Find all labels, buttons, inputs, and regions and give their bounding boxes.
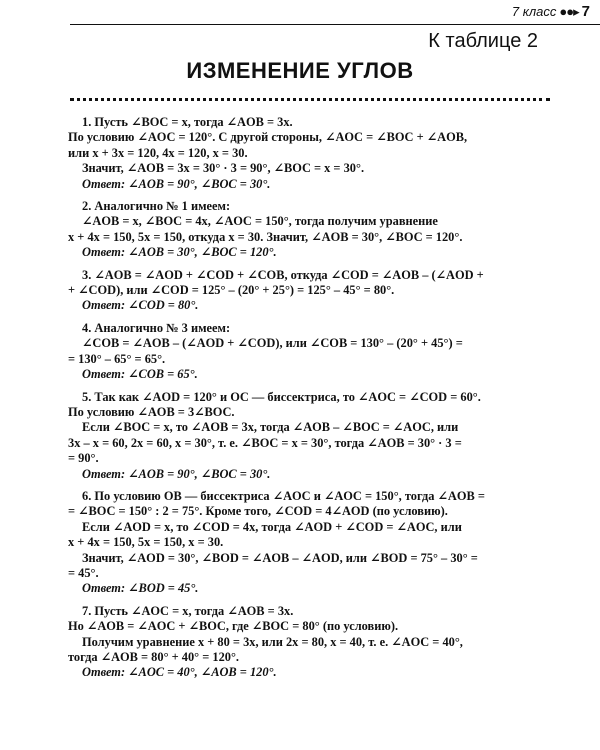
answer-line: Ответ: ∠AOB = 90°, ∠BOC = 30°.: [82, 176, 271, 191]
text-line: По условию ∠AOC = 120°. С другой стороны, ∠AOC = ∠BOC + ∠AOB,: [68, 130, 468, 145]
answer-line: Ответ: ∠AOB = 30°, ∠BOC = 120°.: [82, 245, 277, 260]
answer-line: Ответ: ∠BOD = 45°.: [82, 581, 199, 596]
problem-3: [68, 268, 552, 314]
header-dots-icon: ●●▸: [559, 4, 579, 19]
text-line: = 90°.: [68, 451, 99, 466]
text-line: 2. Аналогично № 1 имеем:: [82, 199, 231, 214]
header-text: [512, 3, 590, 20]
answer-line: Ответ: ∠COD = 80°.: [82, 298, 199, 313]
table-reference: К таблице 2: [428, 30, 538, 52]
text-line: = 130° – 65° = 65°.: [68, 351, 166, 366]
problem-6: [68, 489, 552, 597]
problem-2: [68, 199, 552, 261]
answer-line: Ответ: ∠AOB = 90°, ∠BOC = 30°.: [82, 466, 271, 481]
text-line: Значит, ∠AOB = 3x = 30° · 3 = 90°, ∠BOC = x = 30°.: [82, 161, 365, 176]
problem-5: [68, 390, 552, 482]
text-line: 5. Так как ∠AOD = 120° и OC — биссектриса, то ∠AOC = ∠COD = 60°.: [82, 389, 481, 404]
text-line: + ∠COD), или ∠COD = 125° – (20° + 25°) = 125° – 45° = 80°.: [68, 283, 395, 298]
text-line: Значит, ∠AOD = 30°, ∠BOD = ∠AOB – ∠AOD, или ∠BOD = 75° – 30° =: [82, 550, 478, 565]
problem-1: [68, 115, 552, 192]
answer-line: Ответ: ∠COB = 65°.: [82, 367, 198, 382]
text-line: 3x – x = 60, 2x = 60, x = 30°, т. е. ∠BOC = x = 30°, тогда ∠AOB = 30° · 3 =: [68, 435, 462, 450]
text-line: ∠COB = ∠AOB – (∠AOD + ∠COD), или ∠COB = 130° – (20° + 45°) =: [82, 336, 463, 351]
header-grade: 7 класс: [511, 4, 557, 19]
solutions-content: [68, 115, 552, 688]
text-line: Если ∠BOC = x, то ∠AOB = 3x, тогда ∠AOB – ∠BOC = ∠AOC, или: [82, 420, 459, 435]
text-line: 4. Аналогично № 3 имеем:: [82, 320, 231, 335]
text-line: По условию ∠AOB = 3∠BOC.: [68, 404, 235, 419]
text-line: 7. Пусть ∠AOC = x, тогда ∠AOB = 3x.: [82, 603, 294, 618]
text-line: 1. Пусть ∠BOC = x, тогда ∠AOB = 3x.: [82, 115, 293, 129]
text-line: x + 4x = 150, 5x = 150, x = 30.: [68, 535, 224, 550]
text-line: или x + 3x = 120, 4x = 120, x = 30.: [68, 145, 248, 160]
problem-7: [68, 604, 552, 681]
text-line: = ∠BOC = 150° : 2 = 75°. Кроме того, ∠COD = 4∠AOD (по условию).: [68, 504, 448, 519]
text-line: 6. По условию OB — биссектриса ∠AOC и ∠AOC = 150°, тогда ∠AOB =: [82, 488, 485, 503]
page-title: ИЗМЕНЕНИЕ УГЛОВ: [186, 58, 414, 83]
text-line: x + 4x = 150, 5x = 150, откуда x = 30. Значит, ∠AOB = 30°, ∠BOC = 120°.: [68, 229, 463, 244]
text-line: тогда ∠AOB = 80° + 40° = 120°.: [68, 650, 240, 664]
text-line: ∠AOB = x, ∠BOC = 4x, ∠AOC = 150°, тогда получим уравнение: [82, 214, 438, 229]
text-line: Получим уравнение x + 80 = 3x, или 2x = 80, x = 40, т. е. ∠AOC = 40°,: [82, 634, 463, 649]
text-line: = 45°.: [68, 565, 99, 580]
dotted-divider: [70, 98, 550, 101]
running-header: [70, 0, 600, 25]
problem-4: [68, 321, 552, 383]
answer-line: Ответ: ∠AOC = 40°, ∠AOB = 120°.: [82, 665, 277, 680]
text-line: Если ∠AOD = x, то ∠COD = 4x, тогда ∠AOD + ∠COD = ∠AOC, или: [82, 519, 462, 534]
text-line: Но ∠AOB = ∠AOC + ∠BOC, где ∠BOC = 80° (по условию).: [68, 619, 399, 634]
page-number: 7: [581, 3, 590, 20]
text-line: 3. ∠AOB = ∠AOD + ∠COD + ∠COB, откуда ∠COD = ∠AOB – (∠AOD +: [82, 267, 484, 282]
